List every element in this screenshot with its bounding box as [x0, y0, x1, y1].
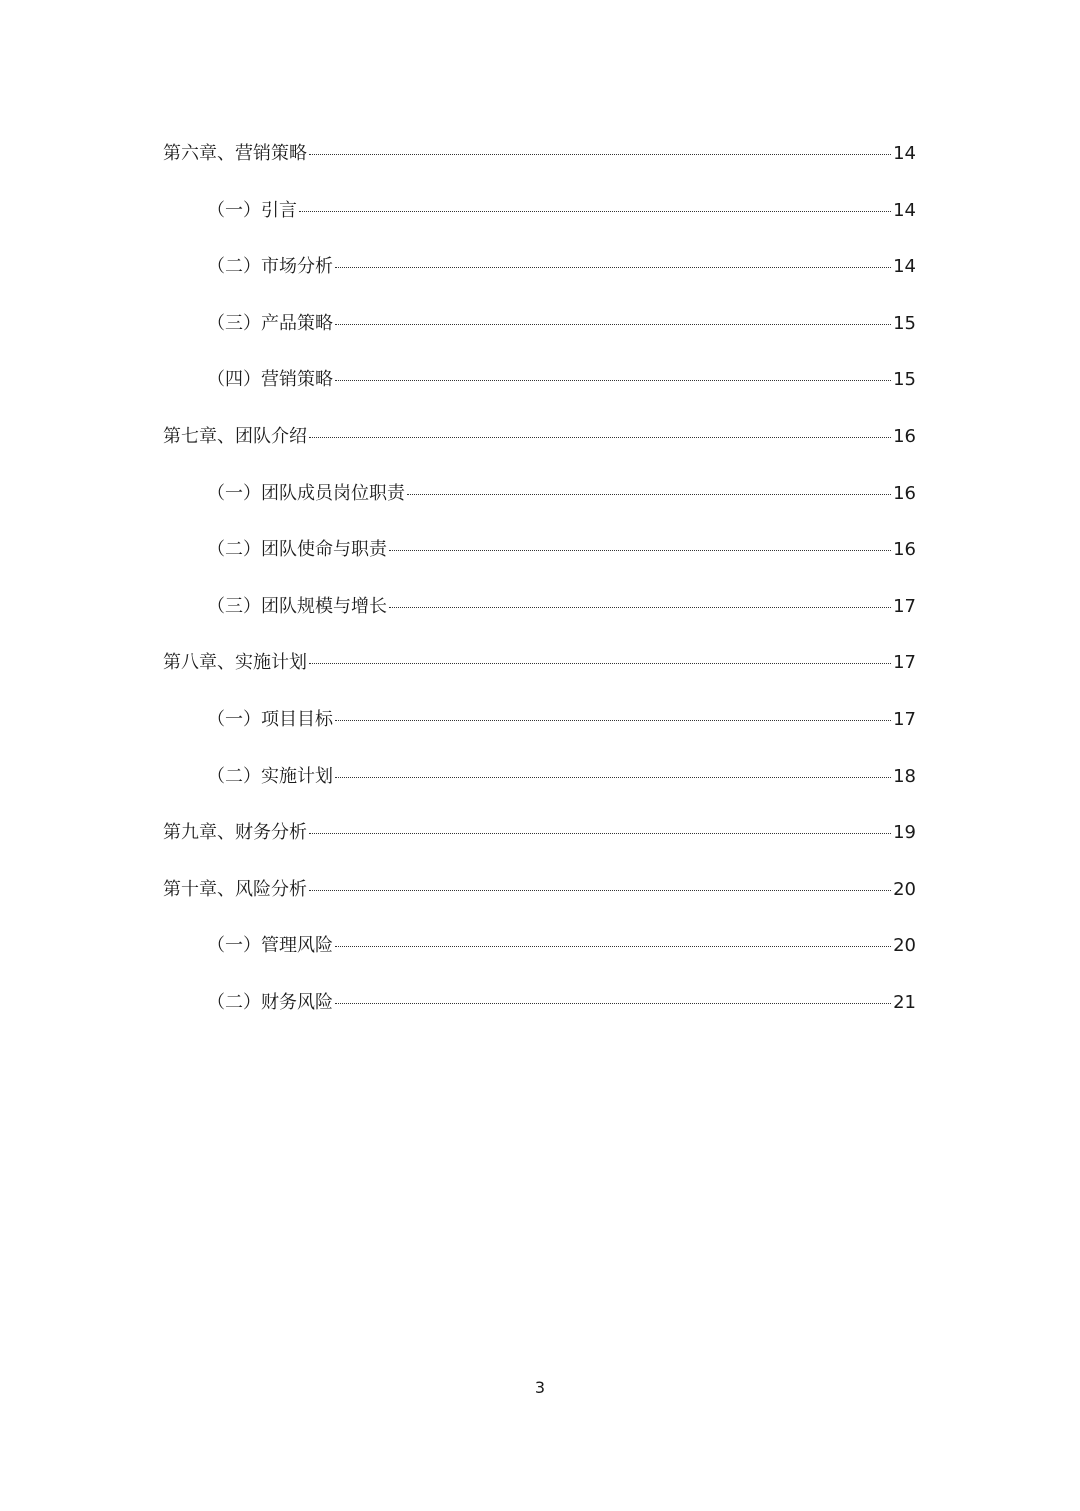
toc-entry-label: （三）产品策略	[207, 312, 333, 334]
toc-entry-label: 第七章、团队介绍	[163, 425, 307, 447]
toc-entry-label: （二）市场分析	[207, 256, 333, 278]
toc-dot-leader	[335, 267, 891, 268]
toc-entry-page: 15	[893, 369, 916, 391]
toc-dot-leader	[309, 890, 891, 891]
toc-entry-section[interactable]	[163, 932, 916, 989]
toc-entry-section[interactable]	[163, 989, 916, 1046]
toc-dot-leader	[335, 720, 891, 721]
toc-entry-chapter-6[interactable]	[163, 140, 916, 197]
toc-dot-leader	[335, 1003, 891, 1004]
toc-dot-leader	[335, 777, 891, 778]
toc-entry-label: 第九章、财务分析	[163, 822, 307, 844]
toc-dot-leader	[309, 437, 891, 438]
toc-dot-leader	[407, 494, 891, 495]
toc-entry-chapter-9[interactable]	[163, 819, 916, 876]
toc-entry-label: （三）团队规模与增长	[207, 595, 387, 617]
toc-entry-section[interactable]	[163, 197, 916, 254]
toc-entry-page: 19	[893, 822, 916, 844]
toc-entry-chapter-8[interactable]	[163, 649, 916, 706]
toc-entry-page: 16	[893, 425, 916, 447]
toc-entry-page: 16	[893, 539, 916, 561]
toc-entry-page: 20	[893, 878, 916, 900]
toc-entry-label: （四）营销策略	[207, 369, 333, 391]
toc-entry-label: （二）财务风险	[207, 991, 333, 1013]
toc-entry-page: 17	[893, 708, 916, 730]
toc-entry-section[interactable]	[163, 536, 916, 593]
toc-entry-label: （二）团队使命与职责	[207, 539, 387, 561]
toc-entry-label: （一）管理风险	[207, 935, 333, 957]
toc-entry-page: 14	[893, 143, 916, 164]
toc-entry-page: 21	[893, 991, 916, 1013]
table-of-contents	[163, 140, 916, 1046]
toc-entry-section[interactable]	[163, 763, 916, 820]
toc-entry-section[interactable]	[163, 253, 916, 310]
toc-entry-page: 16	[893, 482, 916, 504]
toc-dot-leader	[389, 607, 891, 608]
toc-entry-label: 第八章、实施计划	[163, 652, 307, 674]
toc-dot-leader	[389, 550, 891, 551]
toc-entry-label: （一）引言	[207, 199, 297, 221]
toc-dot-leader	[335, 324, 891, 325]
toc-dot-leader	[309, 154, 891, 155]
toc-entry-section[interactable]	[163, 480, 916, 537]
toc-entry-section[interactable]	[163, 310, 916, 367]
toc-entry-chapter-7[interactable]	[163, 423, 916, 480]
toc-dot-leader	[335, 380, 891, 381]
toc-entry-page: 14	[893, 256, 916, 278]
toc-dot-leader	[309, 833, 891, 834]
toc-entry-label: 第六章、营销策略	[163, 143, 307, 164]
toc-entry-page: 14	[893, 199, 916, 221]
toc-entry-page: 20	[893, 935, 916, 957]
toc-entry-page: 17	[893, 652, 916, 674]
toc-entry-label: （一）团队成员岗位职责	[207, 482, 405, 504]
toc-dot-leader	[335, 946, 891, 947]
toc-entry-page: 18	[893, 765, 916, 787]
page-number: 3	[534, 1378, 546, 1397]
toc-entry-page: 17	[893, 595, 916, 617]
toc-entry-label: 第十章、风险分析	[163, 878, 307, 900]
toc-dot-leader	[309, 663, 891, 664]
toc-entry-label: （一）项目目标	[207, 708, 333, 730]
toc-dot-leader	[299, 211, 891, 212]
toc-entry-section[interactable]	[163, 366, 916, 423]
toc-entry-page: 15	[893, 312, 916, 334]
toc-entry-section[interactable]	[163, 706, 916, 763]
toc-entry-chapter-10[interactable]	[163, 876, 916, 933]
toc-entry-section[interactable]	[163, 593, 916, 650]
toc-entry-label: （二）实施计划	[207, 765, 333, 787]
